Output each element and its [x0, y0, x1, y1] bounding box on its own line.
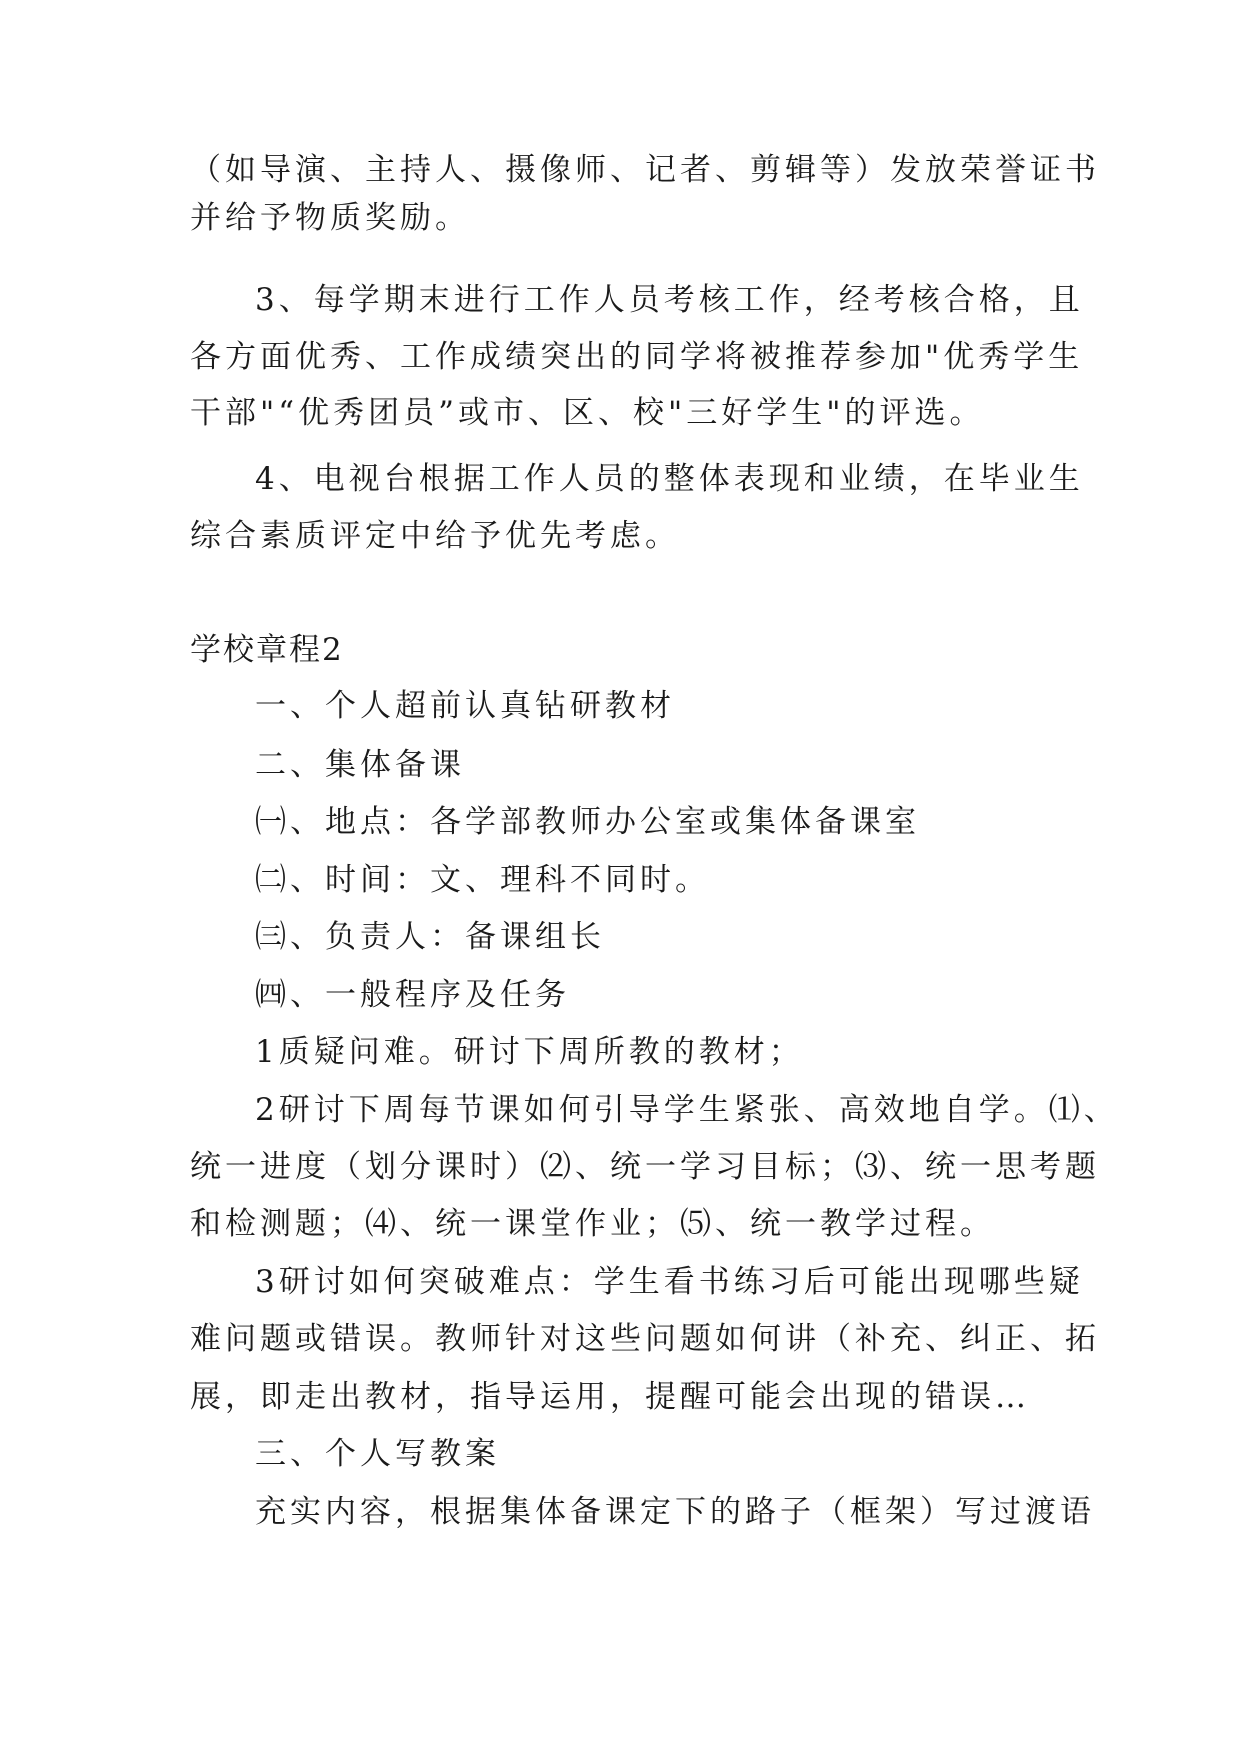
list-item: ㈠、地点：各学部教师办公室或集体备课室: [255, 804, 920, 840]
paragraph-line: 展，即走出教材，指导运用，提醒可能会出现的错误…: [190, 1379, 1030, 1415]
paragraph-line: 2研讨下周每节课如何引导学生紧张、高效地自学。⑴、: [255, 1092, 1119, 1128]
paragraph-line: 3研讨如何突破难点：学生看书练习后可能出现哪些疑: [255, 1264, 1084, 1300]
paragraph-line: 3、每学期末进行工作人员考核工作，经考核合格，且: [255, 282, 1084, 318]
paragraph-line: 统一进度（划分课时）⑵、统一学习目标；⑶、统一思考题: [190, 1149, 1100, 1185]
paragraph-line: 干部"“优秀团员”或市、区、校"三好学生"的评选。: [190, 395, 985, 431]
paragraph-line: 充实内容，根据集体备课定下的路子（框架）写过渡语: [255, 1494, 1095, 1530]
paragraph-line: 各方面优秀、工作成绩突出的同学将被推荐参加"优秀学生: [190, 339, 1084, 375]
list-item: 三、个人写教案: [255, 1436, 500, 1472]
list-item: ㈡、时间：文、理科不同时。: [255, 862, 710, 898]
list-item: ㈣、一般程序及任务: [255, 977, 570, 1013]
paragraph-line: 4、电视台根据工作人员的整体表现和业绩，在毕业生: [255, 461, 1084, 497]
list-item: 一、个人超前认真钻研教材: [255, 688, 675, 724]
list-item: 二、集体备课: [255, 747, 465, 783]
paragraph-line: 综合素质评定中给予优先考虑。: [190, 518, 680, 554]
paragraph-line: 难问题或错误。教师针对这些问题如何讲（补充、纠正、拓: [190, 1321, 1100, 1357]
paragraph-line: 并给予物质奖励。: [190, 200, 470, 236]
list-item: ㈢、负责人：备课组长: [255, 919, 605, 955]
list-item: 1质疑问难。研讨下周所教的教材；: [255, 1034, 804, 1070]
section-heading: 学校章程2: [190, 632, 344, 668]
paragraph-line: 和检测题；⑷、统一课堂作业；⑸、统一教学过程。: [190, 1206, 995, 1242]
paragraph-line: （如导演、主持人、摄像师、记者、剪辑等）发放荣誉证书: [190, 152, 1100, 188]
